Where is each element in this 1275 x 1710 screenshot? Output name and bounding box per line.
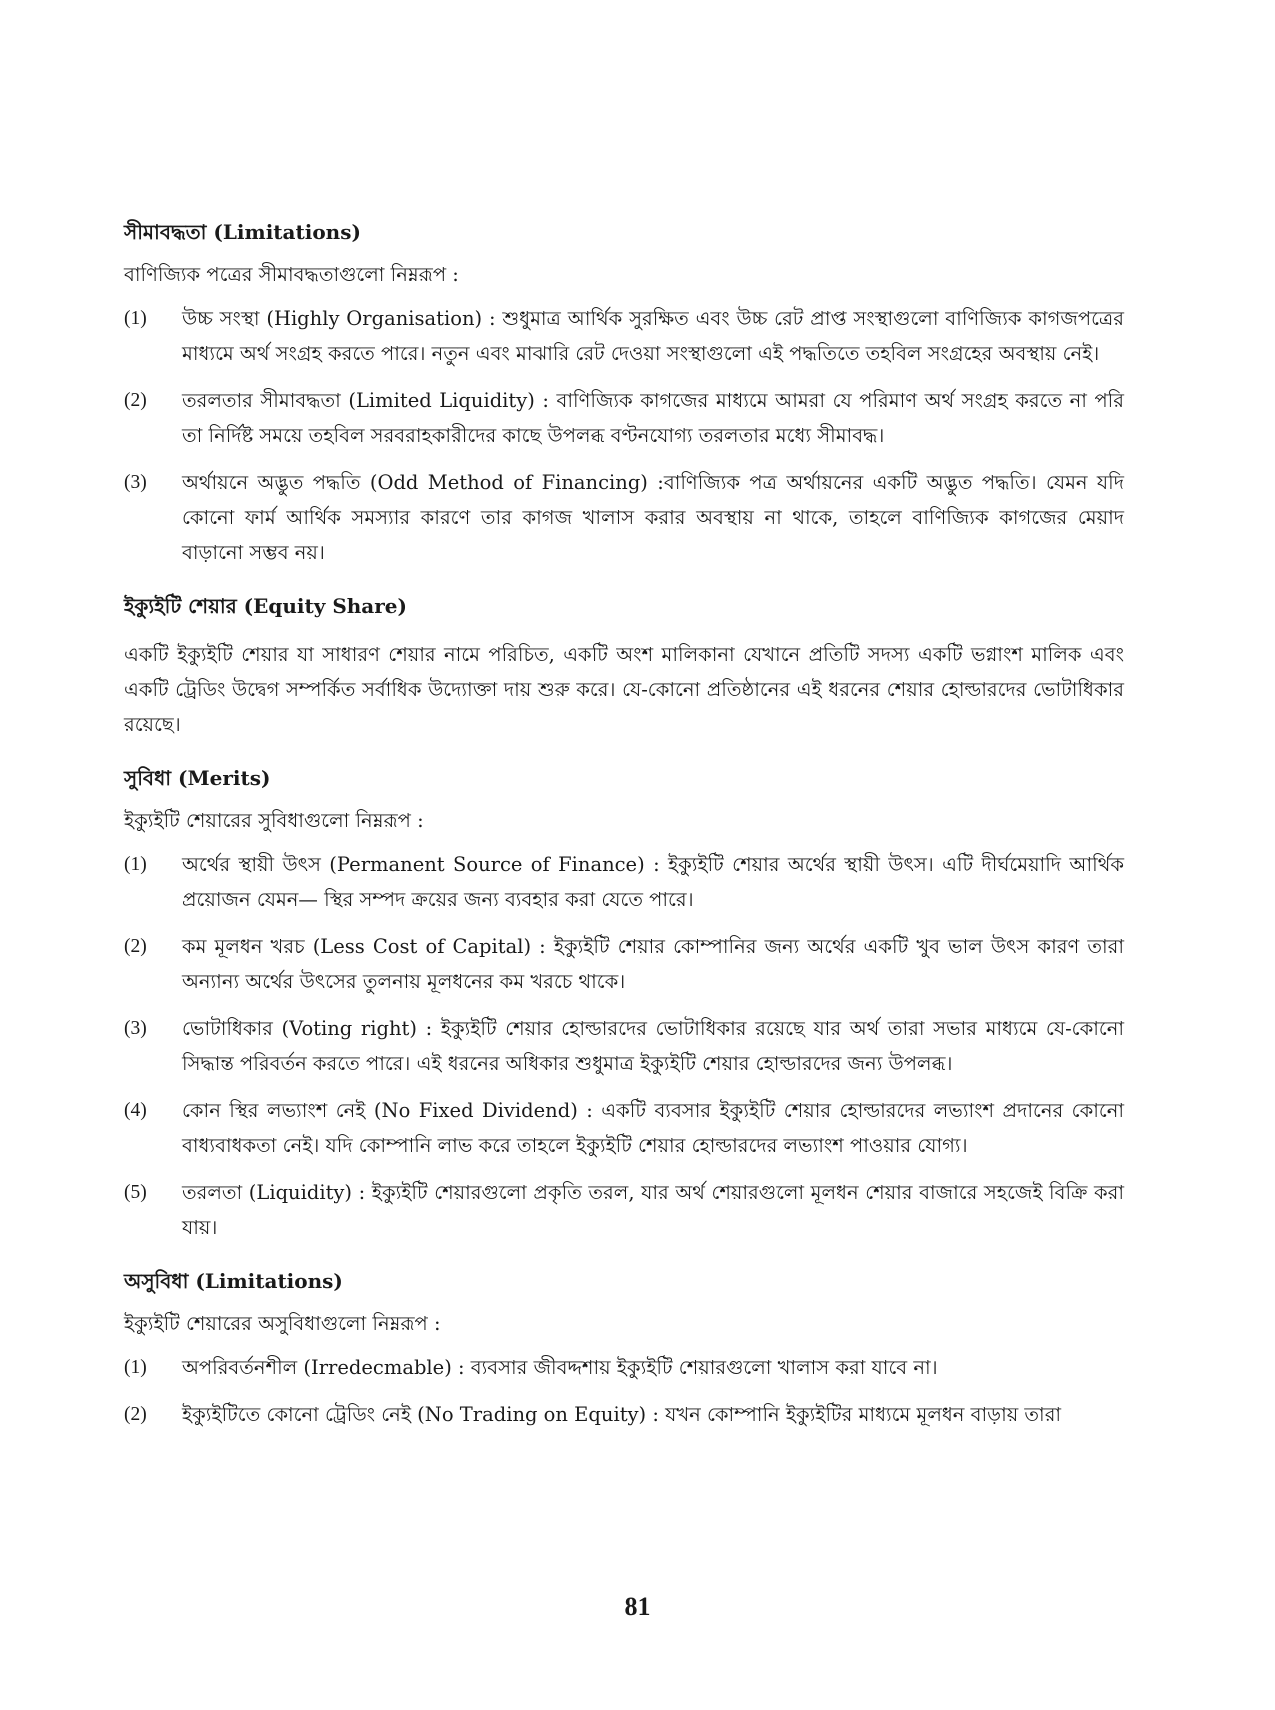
item-number: (2) xyxy=(124,1404,147,1425)
item-number: (5) xyxy=(124,1182,147,1203)
section-heading: সুবিধা (Merits) xyxy=(124,766,271,790)
item-number: (1) xyxy=(124,308,147,329)
item-text: তরলতা (Liquidity) : ইক্যুইটি শেয়ারগুলো প্রকৃতি তরল, যার অর্থ শেয়ারগুলো মূলধন শেয়ার বাজারে সহজেই বিক্রি করা যায়। xyxy=(182,1181,1124,1239)
section-intro: ইক্যুইটি শেয়ারের অসুবিধাগুলো নিম্নরূপ : xyxy=(124,1312,441,1335)
item-number: (4) xyxy=(124,1100,147,1121)
section-heading: ইক্যুইটি শেয়ার (Equity Share) xyxy=(124,594,407,618)
commercial-paper-limitations-section xyxy=(124,218,1124,570)
item-text: উচ্চ সংস্থা (Highly Organisation) : শুধুমাত্র আর্থিক সুরক্ষিত এবং উচ্চ রেট প্রাপ্ত সংস্থাগুলো বাণিজ্যিক কাগজপত্রের মাধ্যমে অর্থ সংগ্রহ করতে পারে। নতুন এবং মাঝারি রেট দেওয়া সংস্থাগুলো এই পদ্ধতিতে তহবিল সংগ্রহের অবস্থায় নেই। xyxy=(182,307,1124,365)
item-number: (2) xyxy=(124,936,147,957)
equity-share-section xyxy=(124,592,1124,742)
item-number: (1) xyxy=(124,1357,147,1378)
list-item xyxy=(124,847,1124,917)
item-text: অর্থায়নে অদ্ভুত পদ্ধতি (Odd Method of Financing) :বাণিজ্যিক পত্র অর্থায়নের একটি অদ্ভুত পদ্ধতি। যেমন যদি কোনো ফার্ম আর্থিক সমস্যার কারণে তার কাগজ খালাস করার অবস্থায় না থাকে, তাহলে বাণিজ্যিক কাগজের মেয়াদ বাড়ানো সম্ভব নয়। xyxy=(182,471,1124,564)
list-item xyxy=(124,1011,1124,1081)
limitations-list xyxy=(124,1350,1124,1432)
list-item xyxy=(124,1397,1124,1432)
merits-list xyxy=(124,847,1124,1245)
section-intro: ইক্যুইটি শেয়ারের সুবিধাগুলো নিম্নরূপ : xyxy=(124,809,424,832)
list-item xyxy=(124,929,1124,999)
item-text: ভোটাধিকার (Voting right) : ইক্যুইটি শেয়ার হোল্ডারদের ভোটাধিকার রয়েছে যার অর্থ তারা সভার মাধ্যমে যে-কোনো সিদ্ধান্ত পরিবর্তন করতে পারে। এই ধরনের অধিকার শুধুমাত্র ইক্যুইটি শেয়ার হোল্ডারদের জন্য উপলব্ধ। xyxy=(182,1017,1124,1075)
item-text: কোন স্থির লভ্যাংশ নেই (No Fixed Dividend) : একটি ব্যবসার ইক্যুইটি শেয়ার হোল্ডারদের লভ্যাংশ প্রদানের কোনো বাধ্যবাধকতা নেই। যদি কোম্পানি লাভ করে তাহলে ইক্যুইটি শেয়ার হোল্ডারদের লভ্যাংশ পাওয়ার যোগ্য। xyxy=(182,1099,1124,1157)
equity-limitations-section xyxy=(124,1267,1124,1432)
section-heading: সীমাবদ্ধতা (Limitations) xyxy=(124,220,361,244)
list-item xyxy=(124,1175,1124,1245)
page-content xyxy=(124,218,1124,1432)
item-number: (3) xyxy=(124,472,147,493)
list-item xyxy=(124,1350,1124,1385)
item-text: অপরিবর্তনশীল (Irredecmable) : ব্যবসার জীবদ্দশায় ইক্যুইটি শেয়ারগুলো খালাস করা যাবে না। xyxy=(182,1356,938,1379)
list-item xyxy=(124,383,1124,453)
item-number: (2) xyxy=(124,390,147,411)
item-number: (3) xyxy=(124,1018,147,1039)
item-text: তরলতার সীমাবদ্ধতা (Limited Liquidity) : বাণিজ্যিক কাগজের মাধ্যমে আমরা যে পরিমাণ অর্থ সংগ্রহ করতে না পরি তা নির্দিষ্ট সময়ে তহবিল সরবরাহকারীদের কাছে উপলব্ধ বণ্টনযোগ্য তরলতার মধ্যে সীমাবদ্ধ। xyxy=(182,389,1124,447)
section-heading: অসুবিধা (Limitations) xyxy=(124,1269,343,1293)
section-intro: বাণিজ্যিক পত্রের সীমাবদ্ধতাগুলো নিম্নরূপ : xyxy=(124,263,459,286)
list-item xyxy=(124,465,1124,570)
list-item xyxy=(124,301,1124,371)
item-number: (1) xyxy=(124,854,147,875)
item-text: অর্থের স্থায়ী উৎস (Permanent Source of Finance) : ইক্যুইটি শেয়ার অর্থের স্থায়ী উৎস। এটি দীর্ঘমেয়াদি আর্থিক প্রয়োজন যেমন— স্থির সম্পদ ক্রয়ের জন্য ব্যবহার করা যেতে পারে। xyxy=(182,853,1124,911)
page-number: 81 xyxy=(624,1592,651,1621)
item-text: কম মূলধন খরচ (Less Cost of Capital) : ইক্যুইটি শেয়ার কোম্পানির জন্য অর্থের একটি খুব ভাল উৎস কারণ তারা অন্যান্য অর্থের উৎসের তুলনায় মূলধনের কম খরচে থাকে। xyxy=(182,935,1124,993)
list-item xyxy=(124,1093,1124,1163)
item-text: ইক্যুইটিতে কোনো ট্রেডিং নেই (No Trading on Equity) : যখন কোম্পানি ইক্যুইটির মাধ্যমে মূলধন বাড়ায় তারা xyxy=(182,1403,1062,1426)
merits-section xyxy=(124,764,1124,1245)
section-paragraph: একটি ইক্যুইটি শেয়ার যা সাধারণ শেয়ার নামে পরিচিত, একটি অংশ মালিকানা যেখানে প্রতিটি সদস্য একটি ভগ্নাংশ মালিক এবং একটি ট্রেডিং উদ্বেগ সম্পর্কিত সর্বাধিক উদ্যোক্তা দায় শুরু করে। যে-কোনো প্রতিষ্ঠানের এই ধরনের শেয়ার হোল্ডারদের ভোটাধিকার রয়েছে। xyxy=(124,643,1124,736)
limitations-list xyxy=(124,301,1124,570)
